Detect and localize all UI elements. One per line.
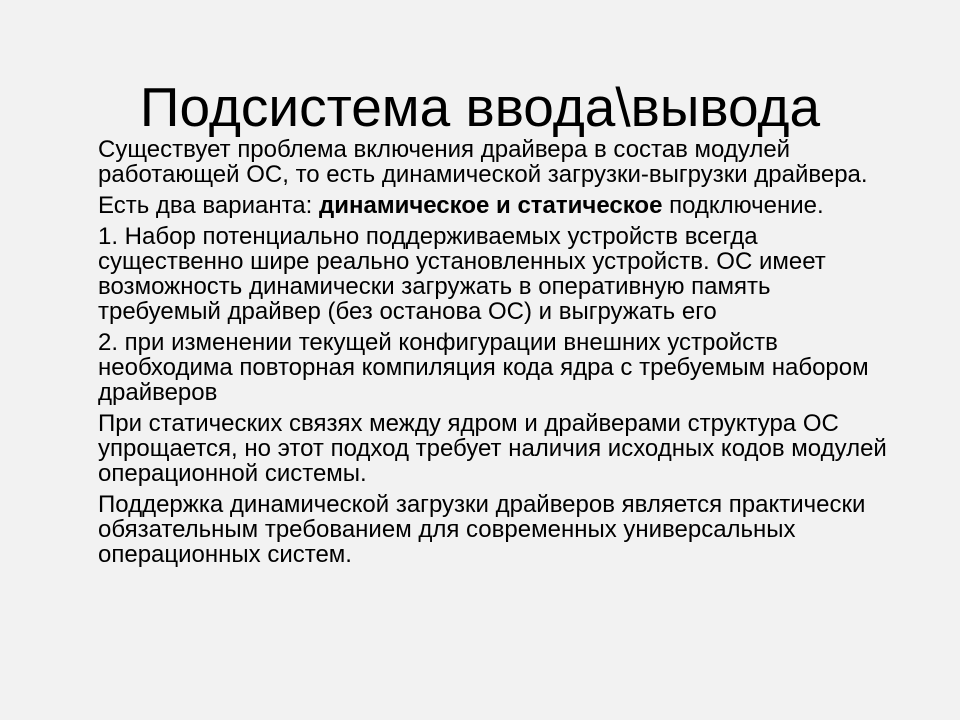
variants-bold-text: динамическое и статическое [319,192,663,219]
paragraph-driver-problem: Существует проблема включения драйвера в состав модулей работающей ОС, то есть динамической загрузки-выгрузки драйвера. [98,136,868,188]
paragraph-two-variants [98,193,898,218]
variants-tail-text: подключение. [662,192,824,219]
paragraph-item-2: 2. при изменении текущей конфигурации внешних устройств необходима повторная компиляция кода ядра с требуемым набором драйверов [98,329,869,406]
paragraph-item-1: 1. Набор потенциально поддерживаемых устройств всегда существенно шире реально установленных устройств. ОС имеет возможность динамически загружать в оперативную память требуемый драйвер (без останова ОС) и выгружать его [98,223,826,325]
slide-body [98,137,898,573]
variants-intro-text: Есть два варианта: [98,192,319,219]
paragraph-dynamic-support: Поддержка динамической загрузки драйверов является практически обязательным требованием для современных универсальных операционных систем. [98,491,866,568]
paragraph-static-links: При статических связях между ядром и драйверами структура ОС упрощается, но этот подход требует наличия исходных кодов модулей операционной системы. [98,410,887,487]
slide-title: Подсистема ввода\вывода [139,76,821,138]
